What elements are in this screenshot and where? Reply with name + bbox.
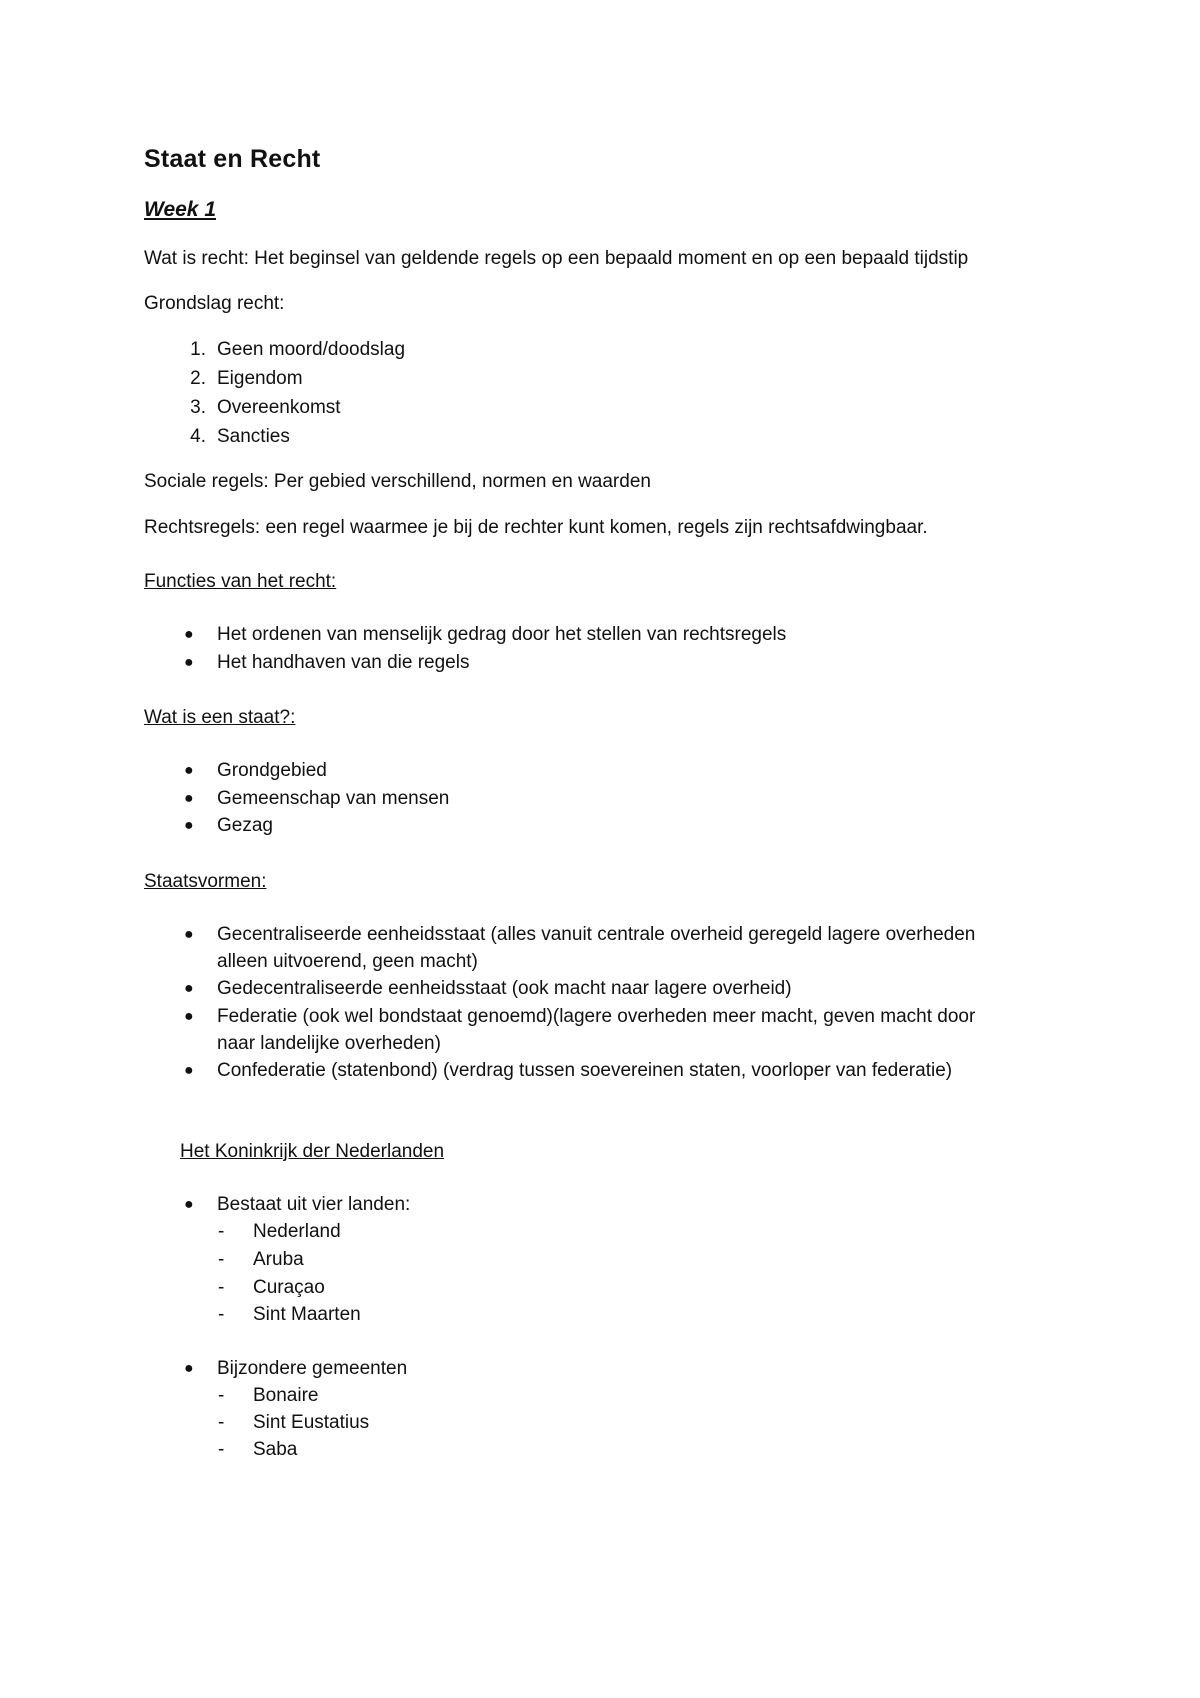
list-item-text: Gedecentraliseerde eenheidsstaat (ook macht naar lagere overheid)	[217, 978, 792, 999]
list-item-text: Gemeenschap van mensen	[217, 788, 450, 809]
functies-list	[144, 621, 1044, 681]
list-number: 3.	[190, 397, 206, 418]
bullet-icon: ●	[184, 926, 194, 943]
sub-list-item-text: Sint Eustatius	[253, 1412, 370, 1433]
sub-list-item-text: Aruba	[253, 1249, 304, 1270]
list-item-text: Gecentraliseerde eenheidsstaat (alles vanuit centrale overheid geregeld lagere overheden	[217, 924, 976, 945]
document-title: Staat en Recht	[144, 145, 321, 173]
sub-list-item-text: Sint Maarten	[253, 1304, 361, 1325]
dash-icon: -	[218, 1385, 225, 1406]
list-item-text: Het handhaven van die regels	[217, 652, 470, 673]
sociale-regels-paragraph: Sociale regels: Per gebied verschillend, normen en waarden	[144, 471, 651, 492]
list-item-text: Het ordenen van menselijk gedrag door het stellen van rechtsregels	[217, 624, 787, 645]
koninkrijk-list	[144, 1191, 1044, 1461]
list-item-text: Federatie (ook wel bondstaat genoemd)(lagere overheden meer macht, geven macht door	[217, 1006, 976, 1027]
list-number: 4.	[190, 426, 206, 447]
list-item-text: naar landelijke overheden)	[217, 1033, 441, 1054]
list-item-text: Bijzondere gemeenten	[217, 1358, 408, 1379]
staat-heading: Wat is een staat?:	[144, 707, 296, 728]
dash-icon: -	[218, 1304, 225, 1325]
grondslag-list	[144, 336, 1044, 456]
functies-heading: Functies van het recht:	[144, 571, 337, 592]
bullet-icon: ●	[184, 626, 194, 643]
bullet-icon: ●	[184, 654, 194, 671]
bullet-icon: ●	[184, 790, 194, 807]
week-heading: Week 1	[144, 198, 216, 221]
staatsvormen-list	[144, 921, 1044, 1081]
list-item-text: Confederatie (statenbond) (verdrag tussen soevereinen staten, voorloper van federatie)	[217, 1060, 953, 1081]
bullet-icon: ●	[184, 762, 194, 779]
sub-list-item-text: Saba	[253, 1439, 298, 1460]
dash-icon: -	[218, 1277, 225, 1298]
definition-paragraph: Wat is recht: Het beginsel van geldende regels op een bepaald moment en op een bepaald tijdstip	[144, 248, 969, 269]
list-number: 2.	[190, 368, 206, 389]
list-item-text: Overeenkomst	[217, 397, 341, 418]
dash-icon: -	[218, 1221, 225, 1242]
list-item-text: Geen moord/doodslag	[217, 339, 406, 360]
staat-list	[144, 757, 1044, 847]
dash-icon: -	[218, 1249, 225, 1270]
bullet-icon: ●	[184, 1008, 194, 1025]
list-item-text: Grondgebied	[217, 760, 327, 781]
bullet-icon: ●	[184, 817, 194, 834]
list-item-text: Gezag	[217, 815, 273, 836]
list-item-text: Eigendom	[217, 368, 303, 389]
bullet-icon: ●	[184, 1062, 194, 1079]
sub-list-item-text: Nederland	[253, 1221, 341, 1242]
bullet-icon: ●	[184, 1196, 194, 1213]
bullet-icon: ●	[184, 1360, 194, 1377]
list-item-text: Bestaat uit vier landen:	[217, 1194, 411, 1215]
dash-icon: -	[218, 1412, 225, 1433]
sub-list-item-text: Curaçao	[253, 1277, 325, 1298]
sub-list-item-text: Bonaire	[253, 1385, 319, 1406]
list-item-text: alleen uitvoerend, geen macht)	[217, 951, 478, 972]
koninkrijk-heading: Het Koninkrijk der Nederlanden	[180, 1141, 445, 1162]
grondslag-label: Grondslag recht:	[144, 293, 285, 314]
rechtsregels-paragraph: Rechtsregels: een regel waarmee je bij de rechter kunt komen, regels zijn rechtsafdwingbaar.	[144, 517, 928, 538]
bullet-icon: ●	[184, 980, 194, 997]
staatsvormen-heading: Staatsvormen:	[144, 871, 267, 892]
list-item-text: Sancties	[217, 426, 290, 447]
list-number: 1.	[190, 339, 206, 360]
dash-icon: -	[218, 1439, 225, 1460]
